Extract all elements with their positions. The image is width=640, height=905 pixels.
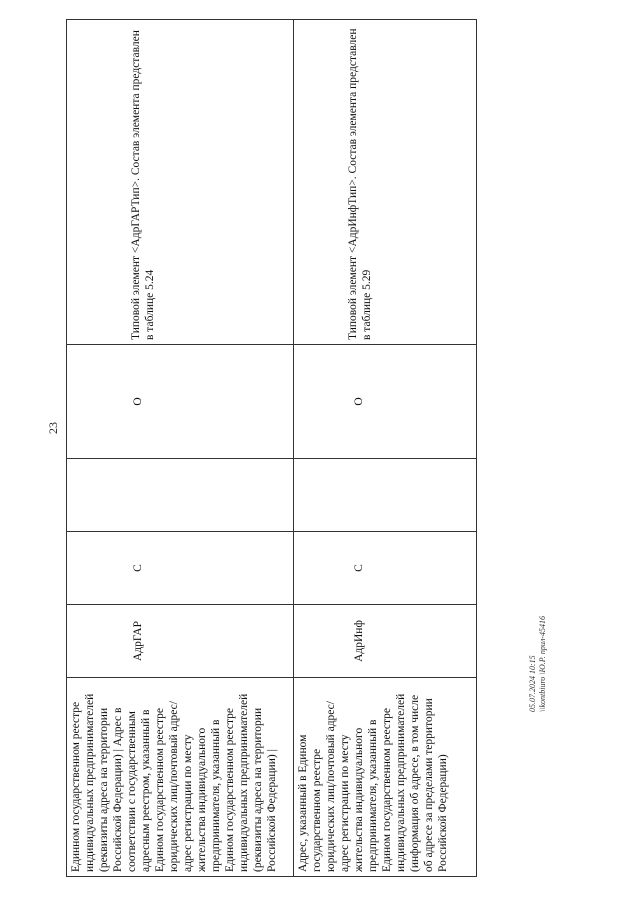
cell-type	[294, 532, 477, 605]
cell-tag-text: АдрИнф	[353, 620, 365, 662]
cell-extra	[67, 20, 294, 345]
stamp-path: \\kontbiuro \Ю.Р. прил-45416	[538, 616, 547, 712]
cell-name: Адрес, указанный в Едином государственном реестре юридических лиц/почтовый адрес/адрес регистрации по месту жительства индивидуального предпринимателя, указанный в Едином государственном реестре индивидуальных предпринимателей (информация об адресе, в том числе об адресе за пределами территории Российской Федерации)	[294, 678, 477, 877]
rotated-table-wrapper	[66, 19, 466, 877]
cell-format	[294, 459, 477, 532]
cell-tag-text: АдрГАР	[132, 621, 144, 662]
page-number: 23	[46, 422, 60, 434]
cell-extra	[294, 20, 477, 345]
cell-extra-text: Типовой элемент <АдрИнфТип>. Состав элемента представлен в таблице 5.29	[347, 28, 373, 340]
stamp-date: 05.07.2024 10:15	[528, 655, 537, 712]
cell-required	[67, 345, 294, 459]
elements-table	[66, 19, 477, 877]
cell-type-text: С	[132, 564, 144, 572]
table-container	[66, 19, 466, 877]
table-row	[67, 20, 294, 877]
cell-required-text: О	[132, 397, 144, 406]
table-row	[294, 20, 477, 877]
cell-required	[294, 345, 477, 459]
cell-required-text: О	[353, 397, 365, 406]
cell-tag	[67, 605, 294, 678]
print-stamp	[528, 562, 558, 712]
cell-type-text: С	[353, 564, 365, 572]
cell-format	[67, 459, 294, 532]
cell-type	[67, 532, 294, 605]
cell-name: Единном государственном реестре индивидуальных предпринимателей (реквизиты адреса на территории Российской Федерации) | Адрес в соответствии с государственным адресным реестром, указанный в Едином государственном реестре юридических лиц/почтовый адрес/адрес регистрации по месту жительства индивидуального предпринимателя, указанный в Едином государственном реестре индивидуальных предпринимателей (реквизиты адреса на территории Российской Федерации) |	[67, 678, 294, 877]
cell-extra-text: Типовой элемент <АдрГАРТип>. Состав элемента представлен в таблице 5.24	[130, 30, 156, 340]
cell-tag	[294, 605, 477, 678]
